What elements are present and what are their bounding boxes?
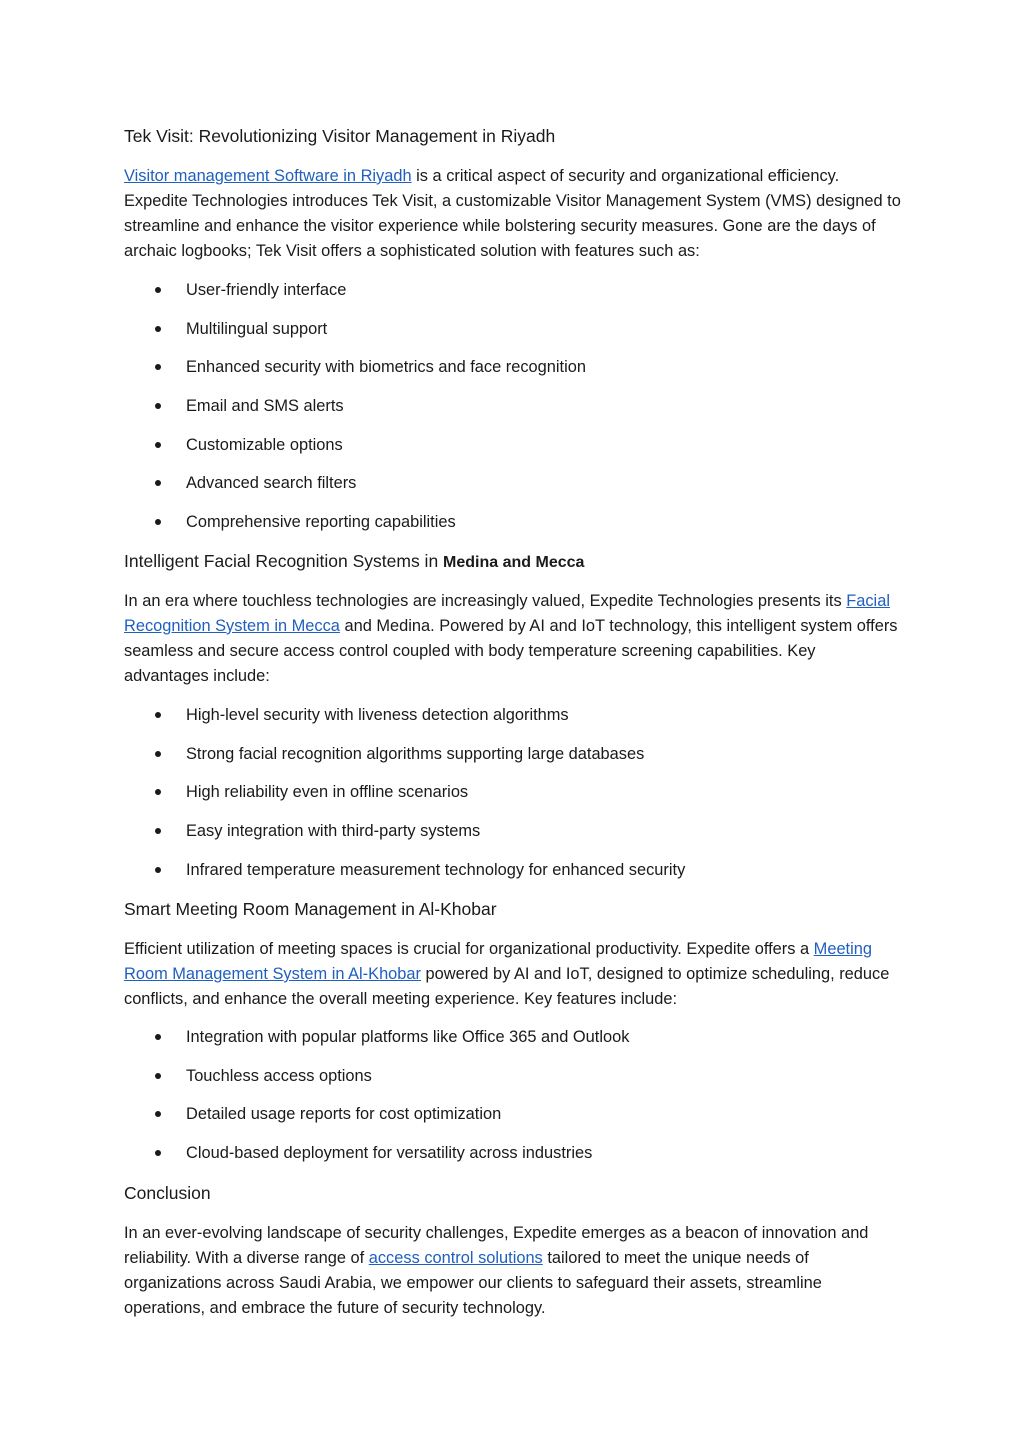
list-item-label: Advanced search filters <box>186 474 357 493</box>
list-item <box>124 394 904 433</box>
list-item <box>124 819 904 858</box>
heading-bold-text: Medina and Mecca <box>443 554 585 571</box>
bullet-icon <box>155 789 161 795</box>
paragraph-text: In an ever-evolving landscape of security challenges, Expedite emerges as a beacon of innovation and reliability. With a diverse range of <box>124 1224 869 1267</box>
section-heading-facial-recognition <box>124 549 584 575</box>
list-item <box>124 433 904 472</box>
bullet-icon <box>155 867 161 873</box>
list-item-label: Infrared temperature measurement technology for enhanced security <box>186 860 686 879</box>
bullet-icon <box>155 480 161 486</box>
list-item <box>124 355 904 394</box>
list-item <box>124 1064 904 1103</box>
paragraph-text: In an era where touchless technologies are increasingly valued, Expedite Technologies presents its <box>124 592 847 610</box>
paragraph-text: powered by AI and IoT, designed to optimize scheduling, reduce conflicts, and enhance the overall meeting experience. Key features include: <box>124 965 890 1008</box>
list-item <box>124 278 904 317</box>
list-item-label: Strong facial recognition algorithms supporting large databases <box>186 744 645 763</box>
list-item-label: Multilingual support <box>186 319 328 338</box>
list-item-label: High-level security with liveness detection algorithms <box>186 706 569 724</box>
list-item <box>124 780 904 819</box>
bullet-icon <box>155 1150 161 1156</box>
bullet-icon <box>155 712 161 718</box>
bullet-icon <box>155 1034 161 1040</box>
list-item-label: Enhanced security with biometrics and face recognition <box>186 358 586 377</box>
list-item-label: User-friendly interface <box>186 281 347 299</box>
paragraph-text: and Medina. Powered by AI and IoT technology, this intelligent system offers seamless and secure access control coupled with body temperature screening capabilities. Key advantages include: <box>124 617 898 685</box>
list-item-label: High reliability even in offline scenarios <box>186 783 469 802</box>
link-access-control-solutions[interactable]: access control solutions <box>368 1249 543 1267</box>
link-visitor-management-riyadh[interactable]: Visitor management Software in Riyadh <box>124 167 412 185</box>
section-heading-meeting-room: Smart Meeting Room Management in Al-Khobar <box>124 899 497 919</box>
paragraph-text: is a critical aspect of security and organizational efficiency. Expedite Technologies introduces Tek Visit, a customizable Visitor Management System (VMS) designed to streamline and enhance the visitor experience while bolstering security measures. Gone are the days of archaic logbooks; Tek Visit offers a sophisticated solution with features such as: <box>124 167 901 260</box>
section-heading-tek-visit: Tek Visit: Revolutionizing Visitor Management in Riyadh <box>124 126 556 146</box>
link-meeting-room-al-khobar[interactable]: Meeting Room Management System in Al-Khobar <box>124 940 872 983</box>
bullet-icon <box>155 403 161 409</box>
list-item <box>124 1102 904 1141</box>
list-item <box>124 510 904 549</box>
list-item-label: Touchless access options <box>186 1066 372 1085</box>
paragraph-conclusion <box>124 1221 904 1321</box>
paragraph-meeting-room <box>124 937 904 1012</box>
list-item <box>124 471 904 510</box>
list-item <box>124 703 904 742</box>
list-item <box>124 1025 904 1064</box>
paragraph-tek-visit <box>124 164 904 264</box>
bullet-icon <box>155 364 161 370</box>
bullet-list-facial-recognition-advantages <box>124 703 904 896</box>
section-heading-conclusion: Conclusion <box>124 1183 211 1203</box>
list-item <box>124 317 904 356</box>
list-item-label: Detailed usage reports for cost optimization <box>186 1105 502 1124</box>
bullet-icon <box>155 828 161 834</box>
list-item <box>124 1141 904 1180</box>
bullet-icon <box>155 326 161 332</box>
bullet-icon <box>155 1111 161 1117</box>
bullet-icon <box>155 1073 161 1079</box>
list-item-label: Customizable options <box>186 435 343 454</box>
bullet-icon <box>155 519 161 525</box>
paragraph-facial-recognition <box>124 589 904 689</box>
list-item-label: Cloud-based deployment for versatility across industries <box>186 1144 593 1163</box>
bullet-icon <box>155 287 161 293</box>
paragraph-text: tailored to meet the unique needs of organizations across Saudi Arabia, we empower our clients to safeguard their assets, streamline operations, and embrace the future of security technology. <box>124 1249 822 1317</box>
list-item-label: Integration with popular platforms like Office 365 and Outlook <box>186 1028 630 1046</box>
link-facial-recognition-mecca[interactable]: Facial Recognition System in Mecca <box>124 592 890 635</box>
list-item-label: Comprehensive reporting capabilities <box>186 513 456 532</box>
list-item <box>124 742 904 781</box>
bullet-icon <box>155 442 161 448</box>
bullet-icon <box>155 751 161 757</box>
paragraph-text: Efficient utilization of meeting spaces is crucial for organizational productivity. Expedite offers a <box>124 940 814 958</box>
list-item-label: Email and SMS alerts <box>186 397 344 416</box>
bullet-list-tek-visit-features <box>124 278 904 549</box>
bullet-list-meeting-room-features <box>124 1025 904 1180</box>
heading-text: Intelligent Facial Recognition Systems in <box>124 551 444 571</box>
list-item <box>124 858 904 897</box>
list-item-label: Easy integration with third-party systems <box>186 822 481 841</box>
